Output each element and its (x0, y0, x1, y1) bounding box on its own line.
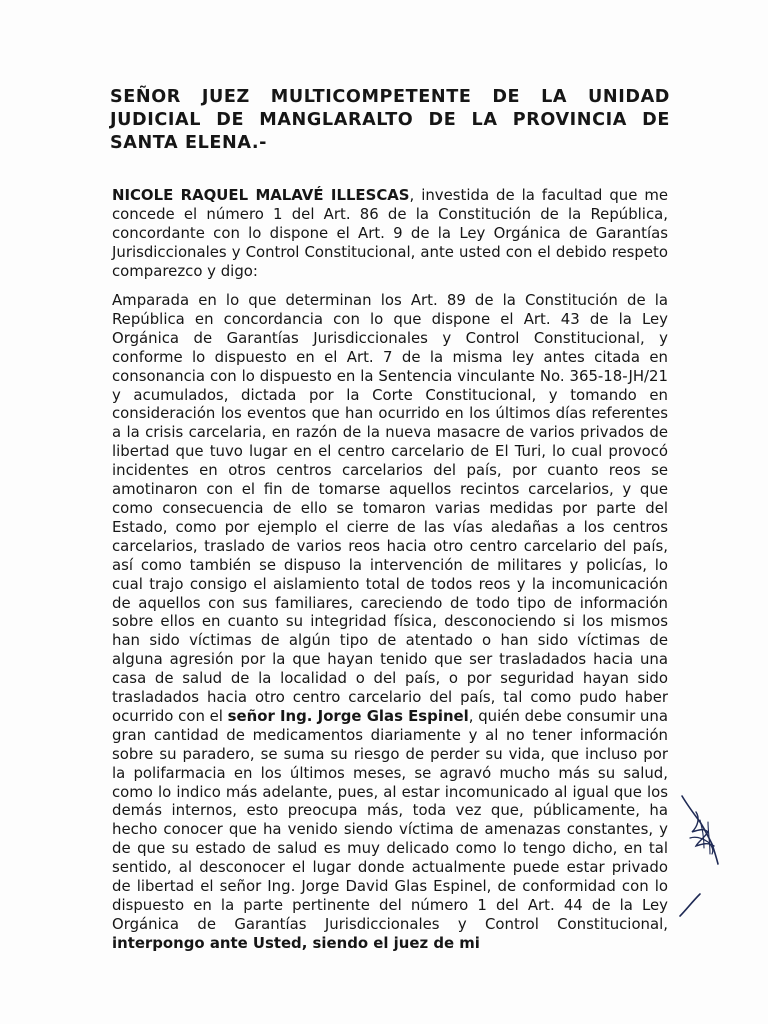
paragraph-appearance (112, 186, 668, 281)
petition-closing-bold: interpongo ante Usted, siendo el juez de mi (112, 933, 480, 952)
detainee-name: señor Ing. Jorge Glas Espinel (227, 706, 469, 725)
handwritten-signature (674, 792, 724, 872)
paragraph-petition-text-b: , quién debe consumir una gran cantidad de medicamentos diariamente y al no tener información sobre su paradero, se suma su riesgo de perder su vida, que incluso por la polifarmacia en los últimos meses, se agravó mucho más su salud, como lo indico más adelante, pues, al estar incomunicado al igual que los demás internos, esto preocupa más, toda vez que, públicamente, ha hecho conocer que ha venido siendo víctima de amenazas constantes, y de que su estado de salud es muy delicado como lo tengo dicho, en tal sentido, al desconocer el lugar donde actualmente puede estar privado de libertad el señor Ing. Jorge David Glas Espinel, de conformidad con lo dispuesto en la parte pertinente del número 1 del Art. 44 de la Ley Orgánica de Garantías Jurisdiccionales y Control Constitucional, (112, 706, 668, 933)
paragraph-petition-text-a: Amparada en lo que determinan los Art. 89 de la Constitución de la República en concordancia con lo que dispone el Art. 43 de la Ley Orgánica de Garantías Jurisdiccionales y Control Constitucional, y conforme lo dispuesto en el Art. 7 de la misma ley antes citada en consonancia con lo dispuesto en la Sentencia vinculante No. 365-18-JH/21 y acumulados, dictada por la Corte Constitucional, y tomando en consideración los eventos que han ocurrido en los últimos días referentes a la crisis carcelaria, en razón de la nueva masacre de varios privados de libertad que tuvo lugar en el centro carcelario de El Turi, lo cual provocó incidentes en otros centros carcelarios del país, por cuanto reos se amotinaron con el fin de tomarse aquellos recintos carcelarios, y que como consecuencia de ello se tomaron varias medidas por parte del Estado, como por ejemplo el cierre de las vías aledañas a los centros carcelarios, traslado de varios reos hacia otro centro carcelario del país, así como también se dispuso la intervención de militares y policías, lo cual trajo consigo el aislamiento total de todos reos y la incomunicación de aquellos con sus familiares, careciendo de todo tipo de información sobre ellos en cuanto su integridad física, desconociendo si los mismos han sido víctimas de algún tipo de atentado o han sido víctimas de alguna agresión por la que hayan tenido que ser trasladados hacia una casa de salud de la localidad o del país, o por seguridad hayan sido trasladados hacia otro centro carcelario del país, tal como pudo haber ocurrido con el (112, 291, 668, 725)
signature-tick-mark (676, 892, 704, 918)
paragraph-petition (112, 291, 668, 953)
document-heading: SEÑOR JUEZ MULTICOMPETENTE DE LA UNIDAD JUDICIAL DE MANGLARALTO DE LA PROVINCIA DE SANTA ELENA.- (110, 87, 670, 153)
petitioner-name: NICOLE RAQUEL MALAVÉ ILLESCAS (112, 186, 410, 204)
paragraph-appearance-text: , investida de la facultad que me concede el número 1 del Art. 86 de la Constitución de la República, concordante con lo dispone el Art. 9 de la Ley Orgánica de Garantías Jurisdiccionales y Control Constitucional, ante usted con el debido respeto comparezco y digo: (112, 186, 668, 280)
